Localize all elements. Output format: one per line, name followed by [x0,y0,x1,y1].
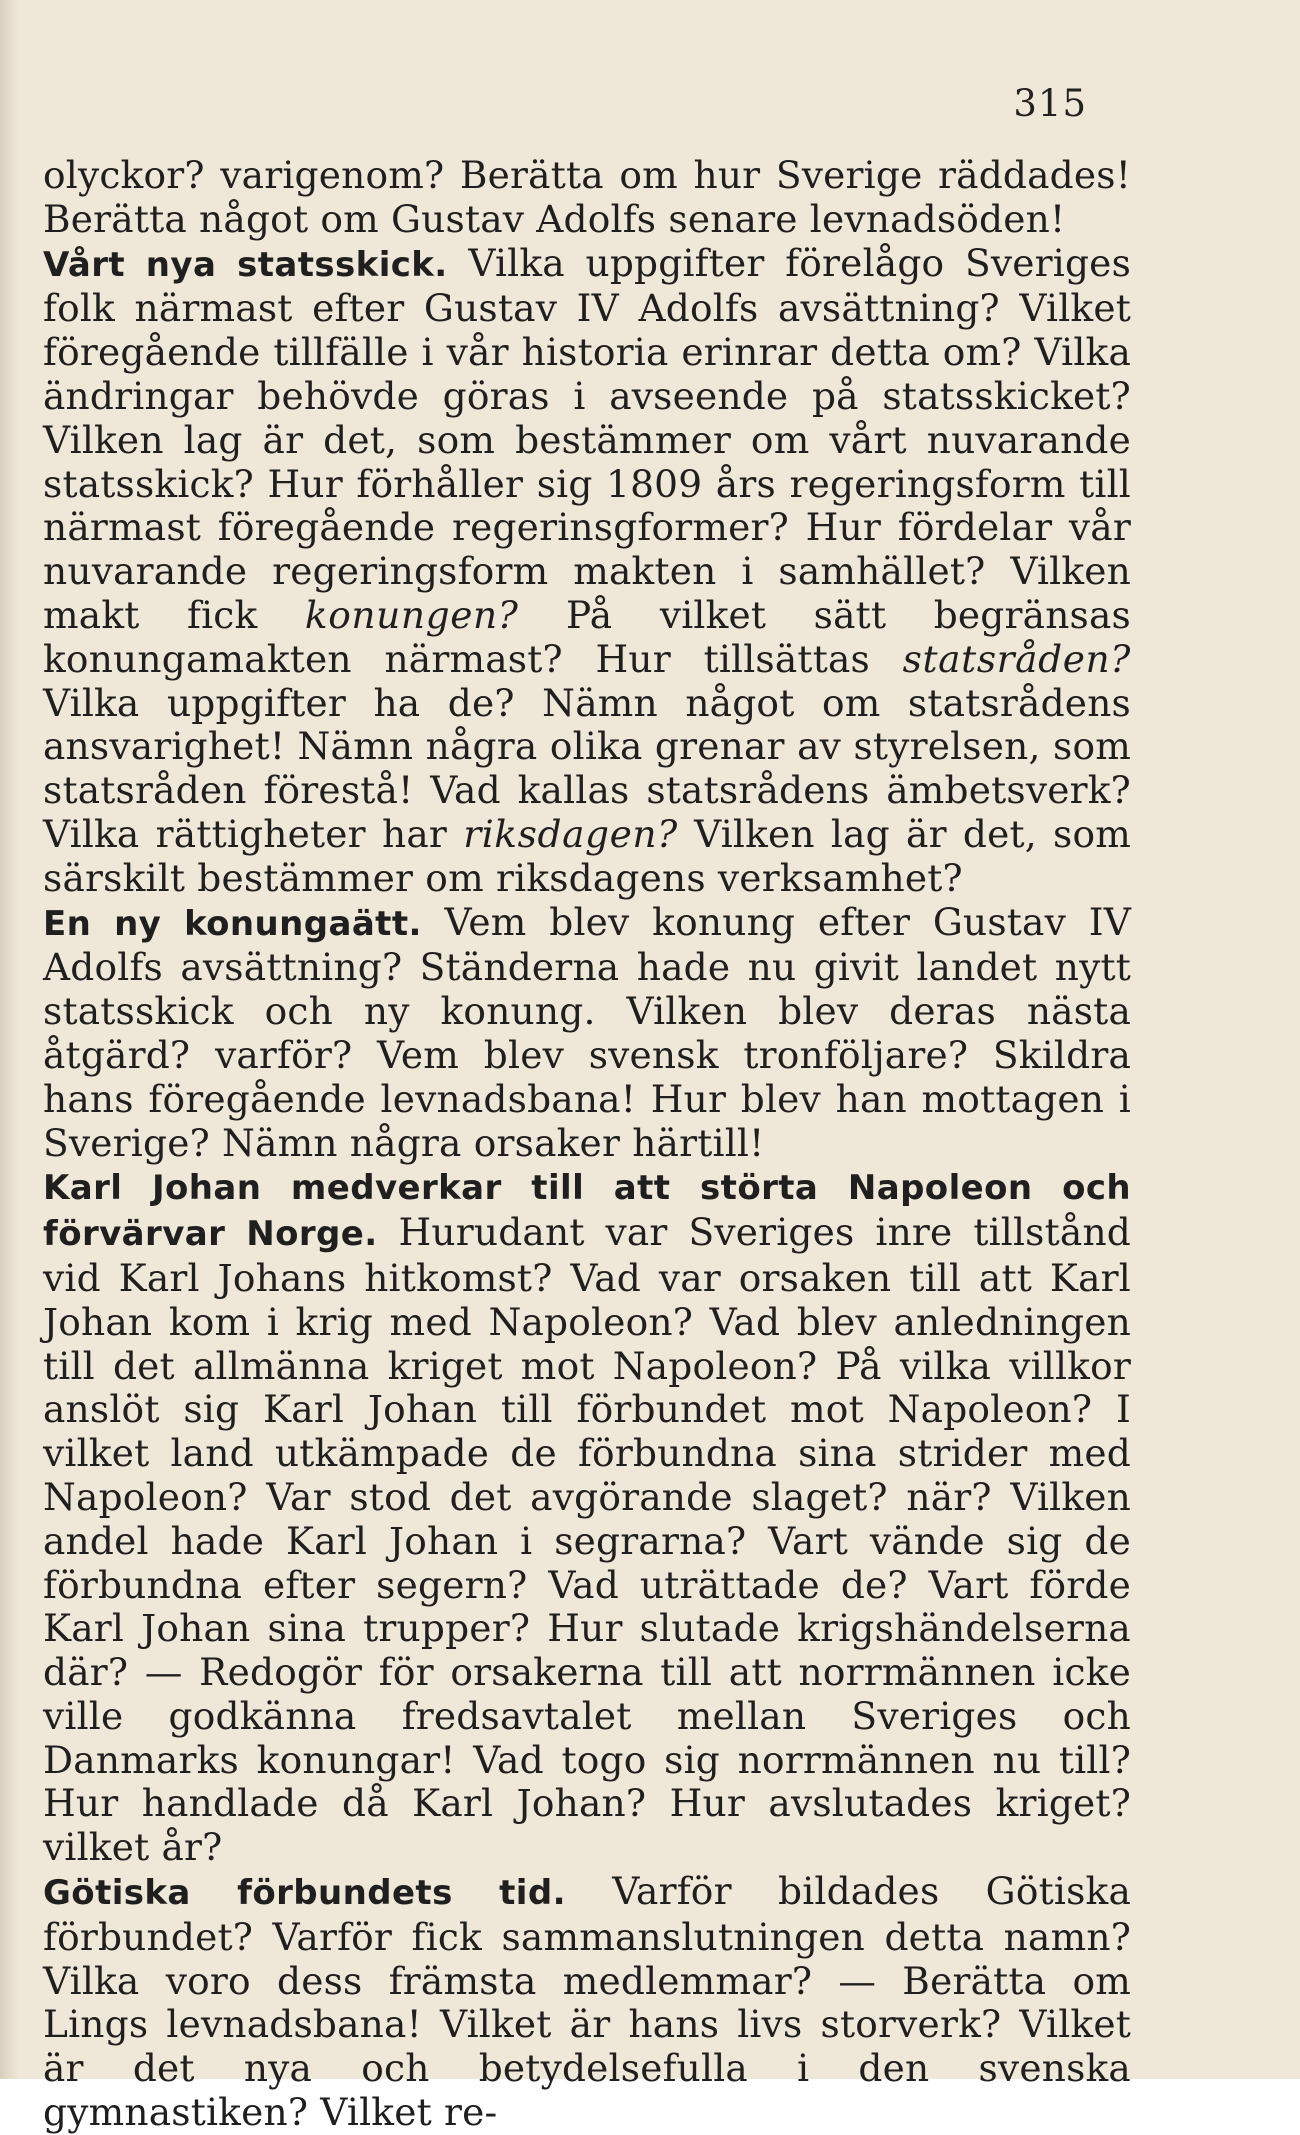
section-text: Hurudant var Sveriges inre tillstånd vid Karl Johans hitkomst? Vad var orsaken till att Karl Johan kom i krig med Napoleon? Vad blev anledningen till det allmänna kriget mot Napoleon? På vilka villkor anslöt sig Karl Johan till förbundet mot Napoleon? I vilket land utkämpade de förbundna sina strider med Napoleon? Var stod det avgörande slaget? när? Vilken andel hade Karl Johan i segrarna? Vart vände sig de förbundna efter segern? Vad uträttade de? Vart förde Karl Johan sina trupper? Hur slutade krigshändelserna där? — Redogör för orsakerna till att norrmännen icke ville godkänna fredsavtalet mellan Sveriges och Danmarks konungar! Vad togo sig norrmännen nu till? Hur handlade då Karl Johan? Hur avslutades kriget? vilket år? [43,1210,1132,1870]
section-text-part-2: På vilket sätt begränsas konungamakten närmast? Hur tillsättas [43,592,1131,681]
section-text-part-3: Vilka uppgifter ha de? Nämn något om statsrådens ansvarighet! Nämn några olika grenar av styrelsen, som statsråden förestå! Vad kallas statsrådens ämbetsverk? Vilka rättigheter har [43,680,1131,856]
section-heading: En ny konungaätt. [43,903,422,944]
section-konungaatt [43,901,1131,1166]
page-binding-edge [0,0,18,2079]
section-text: Vem blev konung efter Gustav IV Adolfs avsättning? Ständerna hade nu givit landet nytt statsskick och ny konung. Vilken blev deras nästa åtgärd? varför? Vem blev svensk tronföljare? Skildra hans föregående levnadsbana! Hur blev han mottagen i Sverige? Nämn några orsaker härtill! [43,899,1132,1165]
page-number: 315 [1013,82,1087,125]
italic-term-riksdagen: riksdagen? [463,811,678,856]
page-text [43,154,1131,2135]
section-text-part-1: Vilka uppgifter förelågo Sveriges folk närmast efter Gustav IV Adolfs avsättning? Vilket föregående tillfälle i vår historia erinrar detta om? Vilka ändringar behövde göras i avseende på statsskicket? Vilken lag är det, som bestämmer om vårt nuvarande statsskick? Hur förhåller sig 1809 års regeringsform till närmast föregående regerinsgformer? Hur fördelar vår nuvarande regeringsform makten i samhället? Vilken makt fick [43,240,1132,637]
section-karl-johan [43,1165,1131,1870]
section-heading: Götiska förbundets tid. [43,1873,566,1914]
section-heading: Karl Johan medverkar till att störta Napoleon och förvärvar Norge. [43,1168,1131,1255]
paragraph-gustav-adolf [43,154,1131,242]
section-heading: Vårt nya statsskick. [43,244,448,285]
section-text-part-4: Vilken lag är det, som särskilt bestämmer om riksdagens verksamhet? [43,811,1132,900]
italic-term-statsraden: statsråden? [902,636,1131,681]
paragraph-text: olyckor? varigenom? Berätta om hur Sverige räddades! Berätta något om Gustav Adolfs senare levnadsöden! [43,153,1131,241]
section-statsskick [43,242,1131,901]
section-text: Varför bildades Götiska förbundet? Varför fick sammanslutningen detta namn? Vilka voro dess främsta medlemmar? — Berätta om Lings levnadsbana! Vilket är hans livs storverk? Vilket är det nya och betydelsefulla i den svenska gymnastiken? Vilket re- [43,1869,1132,2135]
section-gotiska-forbundet [43,1870,1131,2135]
italic-term-konungen: konungen? [304,592,519,637]
